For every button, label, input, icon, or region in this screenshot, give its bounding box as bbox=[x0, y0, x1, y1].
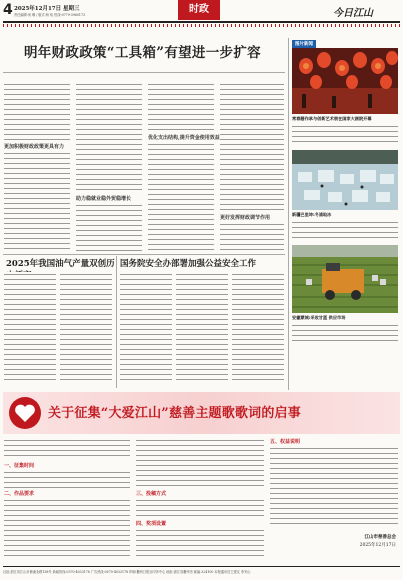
notice-head-4: 四、奖项设置 bbox=[136, 521, 167, 527]
banner-heart-icon bbox=[8, 396, 42, 430]
lead-subhead-1: 更加积极财政政策更具有力 bbox=[4, 144, 65, 150]
banner-title: 关于征集“大爱江山”慈善主题歌歌词的启事 bbox=[48, 406, 301, 421]
issue-date: 2025年12月17日 星期三 bbox=[14, 6, 80, 12]
headline-rule bbox=[3, 72, 285, 73]
mid-left-headline: 2025年我国油气产量双创历 bbox=[6, 259, 115, 269]
photo-ice-field bbox=[292, 150, 398, 210]
mid-left-column-1 bbox=[4, 272, 56, 382]
editor-line: 责任编辑:何 琳 / 版式:杨 焰 热线:0779-3960173 bbox=[14, 13, 85, 17]
lead-column-4b bbox=[220, 222, 284, 251]
photo-caption-1: 常春藤作承与创新艺术展在国家大剧院开幕 bbox=[292, 116, 372, 121]
section-tab: 时政 bbox=[178, 0, 220, 20]
photo-caption-2: 新疆巴里坤:冬浦取冰 bbox=[292, 212, 332, 217]
lead-column-3 bbox=[148, 82, 214, 132]
notice-col-3 bbox=[270, 438, 398, 558]
lead-subhead-4: 更好发挥财政调节作用 bbox=[220, 215, 271, 221]
notice-head-1: 一、征集时间 bbox=[4, 463, 35, 469]
photo-text-1 bbox=[292, 124, 398, 142]
lead-column-2 bbox=[76, 82, 142, 192]
notice-head-3: 三、投稿方式 bbox=[136, 491, 167, 497]
mid-right-headline: 国务院安全办部署加强公益安全工作 bbox=[120, 259, 257, 269]
masthead-logo: 今日江山 bbox=[333, 8, 373, 19]
mid-rule bbox=[3, 254, 285, 255]
mid-divider bbox=[116, 256, 117, 388]
photo-cabbage-field bbox=[292, 245, 398, 313]
lead-headline: 明年财政政策“工具箱”有望进一步扩容 bbox=[24, 45, 261, 61]
mid-right-column-2 bbox=[176, 272, 228, 382]
notice-head-2: 二、作品要求 bbox=[4, 491, 35, 497]
photo-caption-3: 安徽蒙城:采收甘蓝 供应市场 bbox=[292, 315, 346, 320]
photo-theater-lanterns bbox=[292, 48, 398, 114]
lead-column-1b bbox=[4, 151, 70, 251]
notice-date: 2025年12月17日 bbox=[359, 543, 396, 548]
lead-subhead-2: 助力稳就业稳外贸稳增长 bbox=[76, 196, 132, 202]
header-dots bbox=[3, 24, 400, 27]
notice-col-2 bbox=[136, 438, 264, 558]
mid-left-column-2 bbox=[60, 272, 112, 382]
panel-divider bbox=[288, 38, 289, 390]
notice-org: 江山市慈善总会 bbox=[364, 535, 396, 540]
photo-text-2 bbox=[292, 220, 398, 238]
notice-col-1 bbox=[4, 438, 130, 558]
photo-text-3 bbox=[292, 323, 398, 341]
lead-column-2b bbox=[76, 203, 142, 251]
photo-news-badge: 图片新闻 bbox=[292, 40, 316, 48]
footer-rule bbox=[3, 566, 400, 567]
lead-subhead-3: 优化支出结构,提升资金使用效益 bbox=[148, 135, 220, 141]
header-rule bbox=[3, 21, 400, 23]
notice-head-5: 五、权益说明 bbox=[270, 439, 301, 445]
mid-right-column-3 bbox=[232, 272, 284, 382]
lead-column-1 bbox=[4, 82, 70, 142]
lead-column-4 bbox=[220, 82, 284, 212]
mid-right-column-1 bbox=[120, 272, 172, 382]
page-number: 4 bbox=[3, 2, 13, 18]
lead-column-3b bbox=[148, 142, 214, 251]
footer-text: 社址:浙江省江山市鹿溪北路138号 新闻热线:0570-4033178 广告热线:0570-4033178 印刷:衢州日报社印务中心 地址:浙江省衢州市 邮编:324100 本报通讯员王建友 李安山 bbox=[3, 570, 251, 574]
